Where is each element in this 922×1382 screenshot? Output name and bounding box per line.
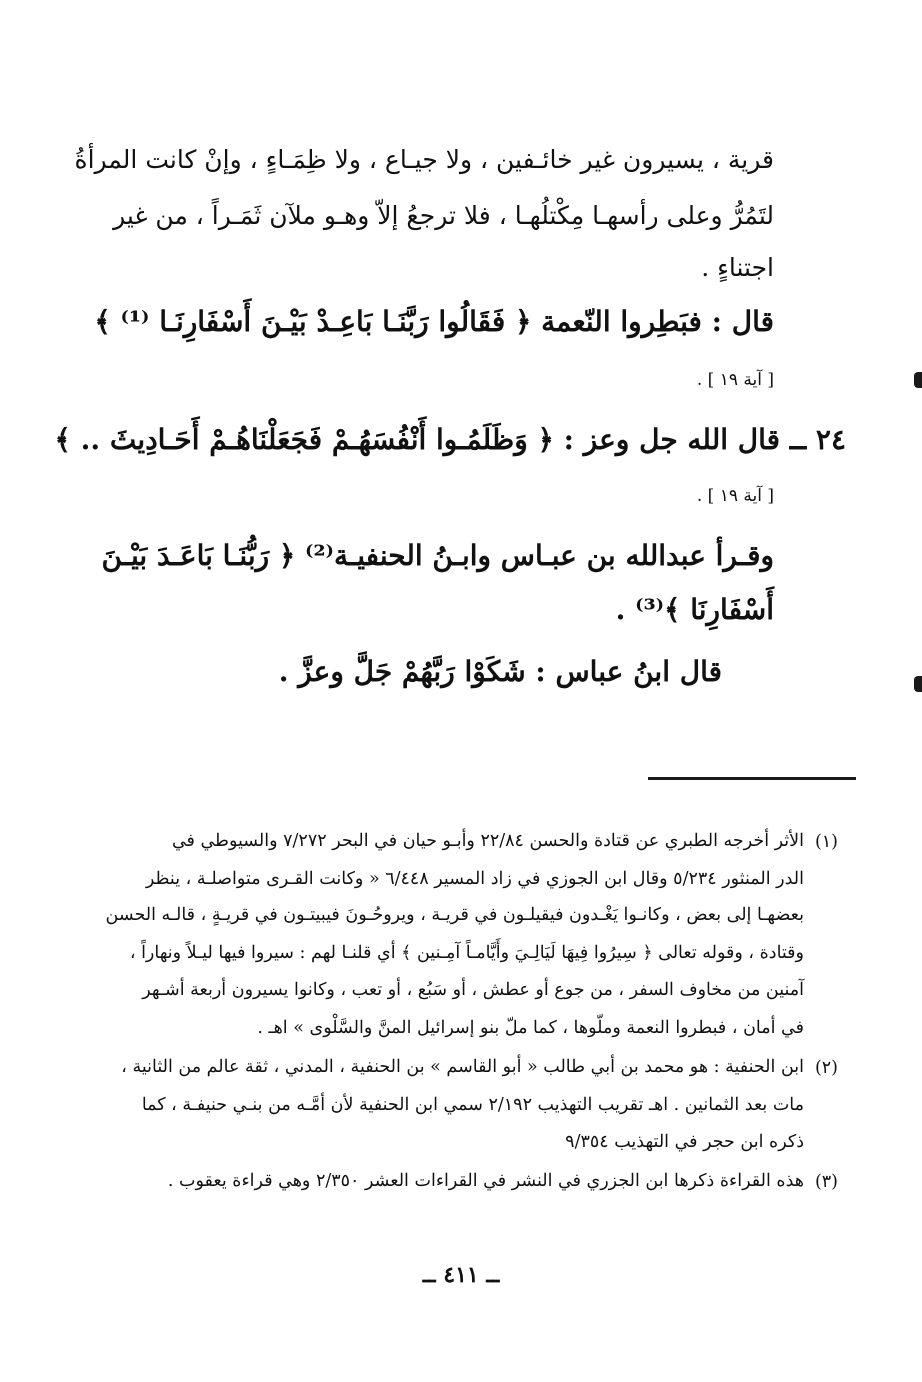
footnote-1-line: الأثر أخرجه الطبري عن قتادة والحسن ٢٢/٨٤ وأبـو حيان في البحر ٧/٢٧٢ والسيوطي في [171,831,804,851]
ibn-abbas-line: قال ابنُ عباس : شَكَوْا رَبَّهُمْ جَلَّ وعزَّ . [278,655,722,688]
qal-verse-line: قال : فبَطِروا النّعمة ﴿ فَقَالُوا رَبَّنَـا بَاعِـدْ بَيْـنَ أَسْفَارِنَـا ⁽¹⁾ ﴾ [94,305,774,338]
item-24-line: ٢٤ ــ قال الله جل وعز : ﴿ وَظَلَمُـوا أَنْفُسَهُـمْ فَجَعَلْنَاهُـمْ أَحَـادِيثَ .. ﴾ [54,423,846,456]
footnote-separator [648,777,856,780]
footnote-1-line: الدر المنثور ٥/٢٣٤ وقال ابن الجوزي في زاد المسير ٦/٤٤٨ « وكانت القـرى متواصلـة ، ينظر [145,869,804,889]
page-number: ــ ٤١١ ــ [422,1262,500,1288]
reading-line-1: وقـرأ عبدالله بن عبـاس وابـنُ الحنفيـة⁽²⁾ ﴿ رَبُّنَـا بَاعَـدَ بَيْـنَ [101,539,774,572]
verse-reference-1: [ آية ١٩ ] . [696,370,774,390]
footnote-3-line: هذه القراءة ذكرها ابن الجزري في النشر في القراءات العشر ٢/٣٥٠ وهي قراءة يعقوب . [167,1171,804,1191]
footnote-2-line: ذكره ابن حجر في التهذيب ٩/٣٥٤ [565,1132,804,1152]
reading-line-2: أَسْفَارِنَا ﴾⁽³⁾ . [615,593,774,626]
margin-mark [914,676,922,692]
footnote-3-number: (٣) [814,1172,838,1192]
footnote-1-line: في أمان ، فبطروا النعمة وملّوها ، كما ملّ بنو إسرائيل المنَّ والسَّلْوى » اهـ . [257,1018,804,1038]
body-text-line-2: لتَمُرُّ وعلى رأسهـا مِكْتلُهـا ، فلا ترجعُ إلاّ وهـو ملآن ثَمَـراً ، من غير [113,201,774,230]
footnote-1-number: (١) [814,832,838,852]
footnote-2-line: مات بعد الثمانين . اهـ تقريب التهذيب ٢/١٩٢ سمي ابن الحنفية لأن أمَّـه من بنـي حنيفـة ، كما [141,1095,804,1115]
verse-reference-2: [ آية ١٩ ] . [696,486,774,506]
body-text-line-3: اجتناءٍ . [701,253,774,282]
footnote-1-line: وقتادة ، وقوله تعالى ﴿ سِيرُوا فِيهَا لَيَالِـيَ وأَيَّامـاً آمِـنين ﴾ أي قلنـا لهم : سيروا فيها ليـلاً ونهاراً ، [129,943,804,963]
footnote-2-line: ابن الحنفية : هو محمد بن أبي طالب « أبو القاسم » بن الحنفية ، المدني ، ثقة عالم من الثانية ، [121,1057,804,1077]
margin-mark [914,372,922,388]
footnote-2-number: (٢) [814,1058,838,1078]
footnote-1-line: بعضهـا إلى بعض ، وكانـوا يَغْـدون فيقيلـون في قريـة ، ويروحُـونَ فيبيتـون في قريـةٍ ، قالـه الحسن [105,905,804,925]
body-text-line-1: قرية ، يسيرون غير خائـفين ، ولا جيـاع ، ولا ظِمَـاءٍ ، وإنْ كانت المرأةُ [74,145,774,174]
footnote-1-line: آمنين من مخاوف السفر ، من جوع أو عطش ، أو سَبُع ، أو تعب ، وكانوا يسيرون أربعة أشـهر [142,980,804,1000]
